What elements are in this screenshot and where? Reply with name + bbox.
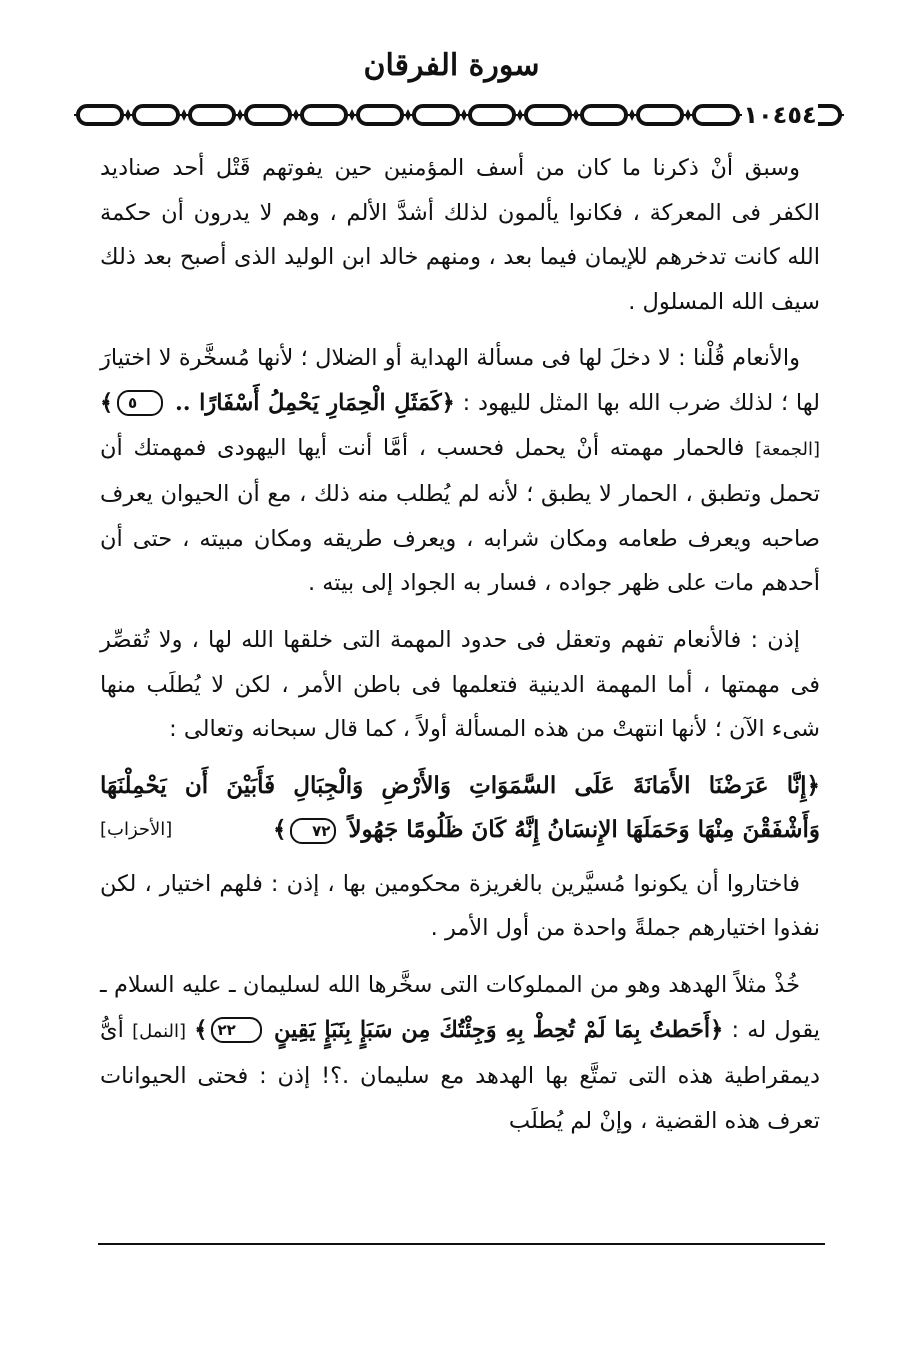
closing-brace: ﴾ [194, 1016, 208, 1043]
closing-brace: ﴾ [100, 389, 114, 416]
ayah-number-badge: ٧٢ [290, 818, 336, 844]
verse-line-2-text: وَأَشْفَقْنَ مِنْهَا وَحَمَلَهَا الإِنسَانُ إِنَّهُ كَانَ ظَلُومًا جَهُولاً [348, 815, 820, 843]
paragraph-2-intro: والأنعام قُلْنا : لا دخلَ لها فى مسألة الهداية أو الضلال ؛ لأنها مُسخَّرة لا اختيارَ لها ؛ لذلك ضرب الله بها المثل لليهود : [100, 345, 820, 416]
ayah-number-badge: ٥ [117, 390, 163, 416]
paragraph-2 [100, 336, 820, 606]
surah-title: سورة الفرقان [363, 48, 540, 83]
page-number: ١٠٤٥٤ [742, 98, 818, 132]
paragraph-4: فاختاروا أن يكونوا مُسيَّرين بالغريزة محكومين بها ، إذن : فلهم اختيار ، لكن نفذوا اختيارهم جملةً واحدة من أول الأمر . [100, 870, 820, 942]
surah-reference-naml: [النمل] [132, 1020, 187, 1042]
quran-quote-jumuah: ﴿كَمَثَلِ الْحِمَارِ يَحْمِلُ أَسْفَارًا .. [174, 389, 455, 416]
quran-verse-ahzab [100, 764, 820, 852]
ayah-number-badge: ٢٢ [211, 1017, 261, 1043]
ornament-chain-border [74, 98, 844, 132]
closing-brace: ﴾ [272, 815, 287, 843]
surah-reference-jumuah: [الجمعة] [755, 438, 821, 460]
verse-line-2 [273, 808, 820, 852]
page-body [100, 146, 820, 1155]
surah-reference-ahzab: [الأحزاب] [100, 818, 173, 840]
paragraph-2-rest: فالحمار مهمته أنْ يحمل فحسب ، أمَّا أنت أيها اليهودى فمهمتك أن تحمل وتطبق ، الحمار لا يطبق ؛ لأنه لم يُطلب منه ذلك ، مع أن الحيوان يعرف صاحبه ويعرف طعامه ومكان شرابه ، ويعرف طريقه ومكان مبيته ، حتى أن أحدهم مات على ظهر جواده ، فسار به الجواد إلى بيته . [100, 434, 820, 597]
paragraph-5-rest: أىُّ ديمقراطية هذه التى تمتَّع بها الهدهد مع سليمان .؟! إذن : فحتى الحيوانات تعرف هذه القضية ، وإنْ لم يُطلَب [100, 1016, 820, 1134]
quran-quote-naml: ﴿أَحَطتُ بِمَا لَمْ تُحِطْ بِهِ وَجِئْتُكَ مِن سَبَإٍ بِنَبَإٍ يَقِينٍ [273, 1016, 724, 1043]
paragraph-1: وسبق أنْ ذكرنا ما كان من أسف المؤمنين حين يفوتهم قَتْل أحد صناديد الكفر فى المعركة ، فكانوا يألمون لذلك أشدَّ الألم ، وهم لا يدرون أن حكمة الله كانت تدخرهم للإيمان فيما بعد ، ومنهم خالد ابن الوليد الذى أصبح بعد ذلك سيف الله المسلول . [100, 155, 820, 315]
verse-line-1: ﴿إِنَّا عَرَضْنَا الأَمَانَةَ عَلَى السَّمَوَاتِ وَالأَرْضِ وَالْجِبَالِ فَأَبَيْنَ أَن يَحْمِلْنَهَا [100, 771, 820, 799]
footer-rule [98, 1243, 825, 1245]
paragraph-5-intro: خُذْ مثلاً الهدهد وهو من المملوكات التى سخَّرها الله لسليمان ـ عليه السلام ـ يقول له : [100, 971, 820, 1043]
paragraph-3: إذن : فالأنعام تفهم وتعقل فى حدود المهمة التى خلقها الله لها ، ولا تُقصِّر فى مهمتها ، أما المهمة الدينية فتعلمها فى باطن الأمر ، لكن لا يُطلَب منها شىء الآن ؛ لأنها انتهتْ من هذه المسألة أولاً ، كما قال سبحانه وتعالى : [100, 626, 820, 743]
paragraph-5 [100, 963, 820, 1143]
